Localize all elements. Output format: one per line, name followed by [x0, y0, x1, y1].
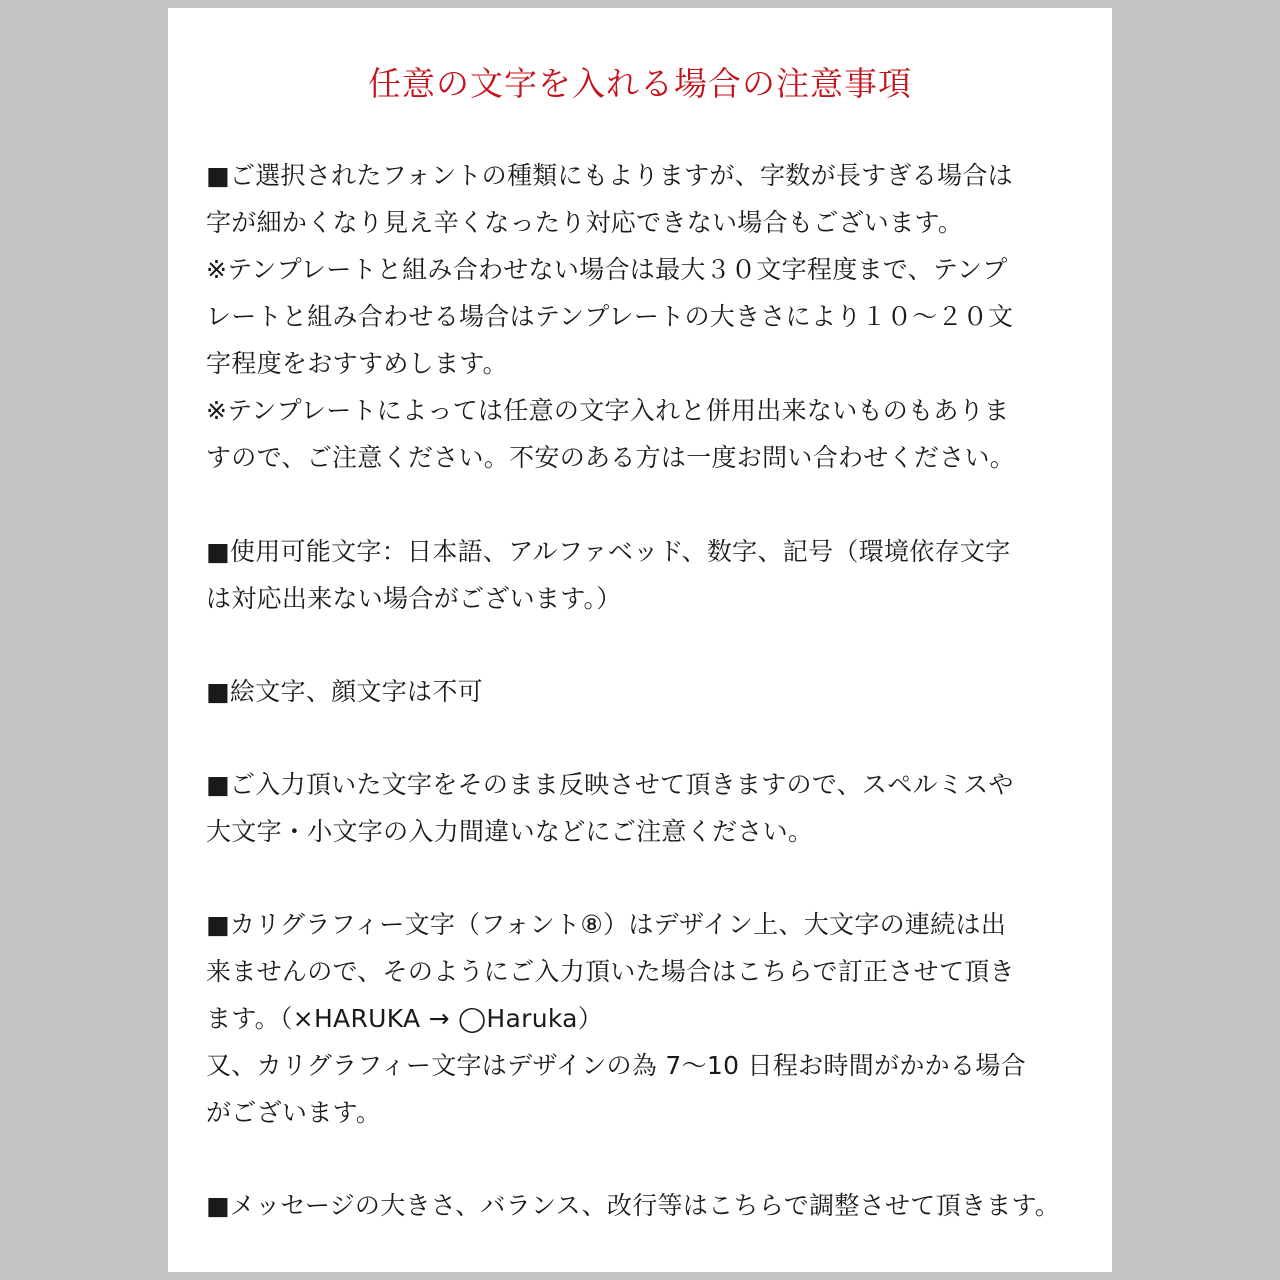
- notice-document: [168, 8, 1112, 1272]
- notice-line: ■カリグラフィー文字（フォント⑧）はデザイン上、大文字の連続は出: [206, 910, 1007, 939]
- notice-line: ■使用可能文字：日本語、アルファベッド、数字、記号（環境依存文字: [206, 537, 1011, 566]
- notice-line: ■ご入力頂いた文字をそのまま反映させて頂きますので、スペルミスや: [206, 770, 1014, 799]
- notice-line: は対応出来ない場合がございます。）: [206, 584, 622, 613]
- notice-line: ■メッセージの大きさ、バランス、改行等はこちらで調整させて頂きます。: [206, 1191, 1061, 1220]
- notice-line: ます。（×HARUKA → ◯Haruka）: [206, 1004, 604, 1033]
- notice-line: がございます。: [206, 1098, 382, 1127]
- notice-line: すので、ご注意ください。不安のある方は一度お問い合わせください。: [206, 443, 1016, 472]
- notice-line: 大文字・小文字の入力間違いなどにご注意ください。: [206, 817, 814, 846]
- notice-line: 字が細かくなり見え辛くなったり対応できない場合もございます。: [206, 208, 964, 237]
- notice-line: 字程度をおすすめします。: [206, 349, 508, 378]
- notice-line: 来ませんので、そのようにご入力頂いた場合はこちらで訂正させて頂き: [206, 957, 1015, 986]
- notice-line: ※テンプレートと組み合わせない場合は最大３０文字程度まで、テンプ: [206, 255, 1008, 284]
- notice-line: レートと組み合わせる場合はテンプレートの大きさにより１０～２０文: [206, 302, 1014, 331]
- notice-line: ※テンプレートによっては任意の文字入れと併用出来ないものもありま: [206, 396, 1010, 425]
- notice-line: ■ご選択されたフォントの種類にもよりますが、字数が長すぎる場合は: [206, 161, 1013, 190]
- notice-line: ■絵文字、顔文字は不可: [206, 677, 483, 706]
- notice-line: 又、カリグラフィー文字はデザインの為 7～10 日程お時間がかかる場合: [206, 1051, 1026, 1080]
- page-title: 任意の文字を入れる場合の注意事項: [368, 64, 912, 103]
